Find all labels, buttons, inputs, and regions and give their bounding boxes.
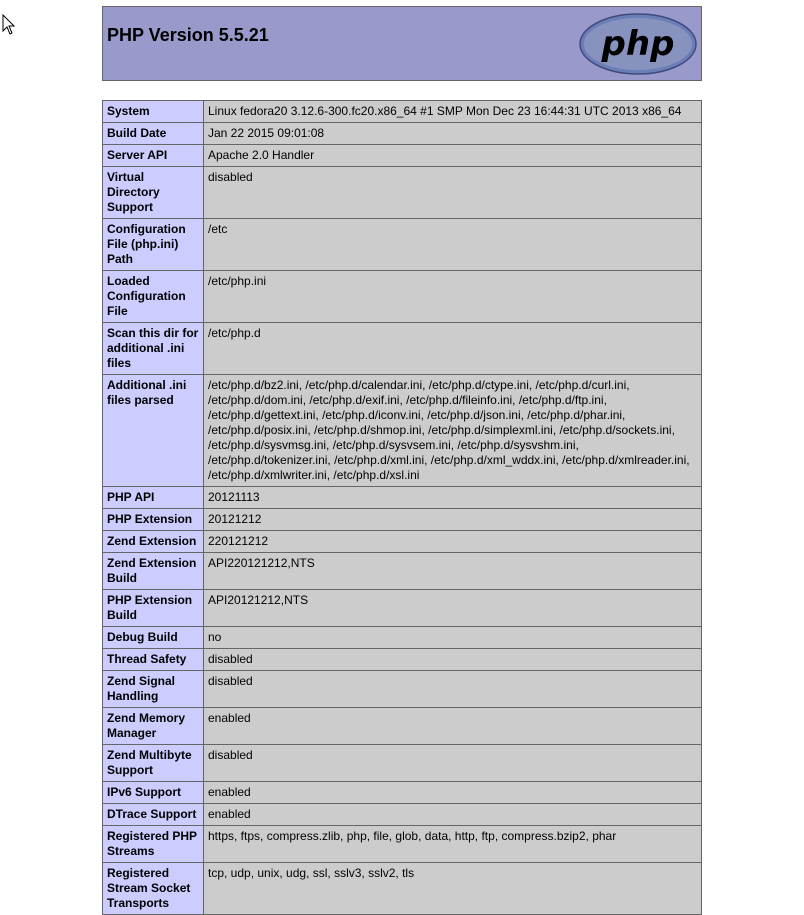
info-value: disabled — [204, 745, 702, 782]
info-row — [103, 782, 702, 804]
info-key: Zend Multibyte Support — [103, 745, 204, 782]
info-key: Zend Signal Handling — [103, 671, 204, 708]
info-value: /etc — [204, 219, 702, 271]
info-key: System — [103, 101, 204, 123]
info-row — [103, 745, 702, 782]
info-value: 20121113 — [204, 487, 702, 509]
info-value: disabled — [204, 649, 702, 671]
page-title: PHP Version 5.5.21 — [107, 25, 269, 45]
php-version-header — [102, 6, 702, 81]
php-info-table — [102, 100, 702, 915]
php-logo[interactable] — [578, 12, 698, 76]
info-row — [103, 323, 702, 375]
info-key: Virtual Directory Support — [103, 167, 204, 219]
info-value: disabled — [204, 671, 702, 708]
info-key: Additional .ini files parsed — [103, 375, 204, 487]
info-key: Zend Extension Build — [103, 553, 204, 590]
info-row — [103, 804, 702, 826]
info-row — [103, 101, 702, 123]
info-row — [103, 487, 702, 509]
info-row — [103, 553, 702, 590]
info-value: API220121212,NTS — [204, 553, 702, 590]
info-row — [103, 145, 702, 167]
info-key: Loaded Configuration File — [103, 271, 204, 323]
info-key: DTrace Support — [103, 804, 204, 826]
info-key: Registered PHP Streams — [103, 826, 204, 863]
info-value: https, ftps, compress.zlib, php, file, glob, data, http, ftp, compress.bzip2, phar — [204, 826, 702, 863]
info-row — [103, 671, 702, 708]
info-row — [103, 826, 702, 863]
info-key: Scan this dir for additional .ini files — [103, 323, 204, 375]
info-key: Server API — [103, 145, 204, 167]
info-key: Thread Safety — [103, 649, 204, 671]
info-row — [103, 531, 702, 553]
info-value: enabled — [204, 804, 702, 826]
info-row — [103, 708, 702, 745]
info-key: Zend Extension — [103, 531, 204, 553]
info-row — [103, 219, 702, 271]
info-value: /etc/php.d/bz2.ini, /etc/php.d/calendar.ini, /etc/php.d/ctype.ini, /etc/php.d/curl.ini, /etc/php.d/dom.ini, /etc/php.d/exif.ini, /etc/php.d/fileinfo.ini, /etc/php.d/ftp.ini, /etc/php.d/gettext.ini, /etc/php.d/iconv.ini, /etc/php.d/json.ini, /etc/php.d/phar.ini, /etc/php.d/posix.ini, /etc/php.d/shmop.ini, /etc/php.d/simplexml.ini, /etc/php.d/sockets.ini, /etc/php.d/sysvmsg.ini, /etc/php.d/sysvsem.ini, /etc/php.d/sysvshm.ini, /etc/php.d/tokenizer.ini, /etc/php.d/xml.ini, /etc/php.d/xml_wddx.ini, /etc/php.d/xmlreader.ini, /etc/php.d/xmlwriter.ini, /etc/php.d/xsl.ini — [204, 375, 702, 487]
info-key: PHP API — [103, 487, 204, 509]
info-key: Debug Build — [103, 627, 204, 649]
info-row — [103, 509, 702, 531]
info-value: /etc/php.ini — [204, 271, 702, 323]
info-value: no — [204, 627, 702, 649]
info-value: enabled — [204, 708, 702, 745]
info-value: 220121212 — [204, 531, 702, 553]
info-key: Configuration File (php.ini) Path — [103, 219, 204, 271]
info-key: Build Date — [103, 123, 204, 145]
info-key: PHP Extension — [103, 509, 204, 531]
info-value: enabled — [204, 782, 702, 804]
info-row — [103, 863, 702, 915]
info-value: disabled — [204, 167, 702, 219]
info-value: Linux fedora20 3.12.6-300.fc20.x86_64 #1 SMP Mon Dec 23 16:44:31 UTC 2013 x86_64 — [204, 101, 702, 123]
mouse-cursor-icon — [2, 14, 16, 36]
info-row — [103, 627, 702, 649]
info-value: Jan 22 2015 09:01:08 — [204, 123, 702, 145]
info-row — [103, 271, 702, 323]
info-key: IPv6 Support — [103, 782, 204, 804]
info-row — [103, 123, 702, 145]
info-value: tcp, udp, unix, udg, ssl, sslv3, sslv2, tls — [204, 863, 702, 915]
info-value: API20121212,NTS — [204, 590, 702, 627]
info-key: Zend Memory Manager — [103, 708, 204, 745]
info-value: 20121212 — [204, 509, 702, 531]
info-row — [103, 590, 702, 627]
info-value: Apache 2.0 Handler — [204, 145, 702, 167]
php-logo-text: php — [601, 24, 675, 64]
info-value: /etc/php.d — [204, 323, 702, 375]
info-row — [103, 649, 702, 671]
info-key: PHP Extension Build — [103, 590, 204, 627]
info-row — [103, 167, 702, 219]
info-row — [103, 375, 702, 487]
info-key: Registered Stream Socket Transports — [103, 863, 204, 915]
